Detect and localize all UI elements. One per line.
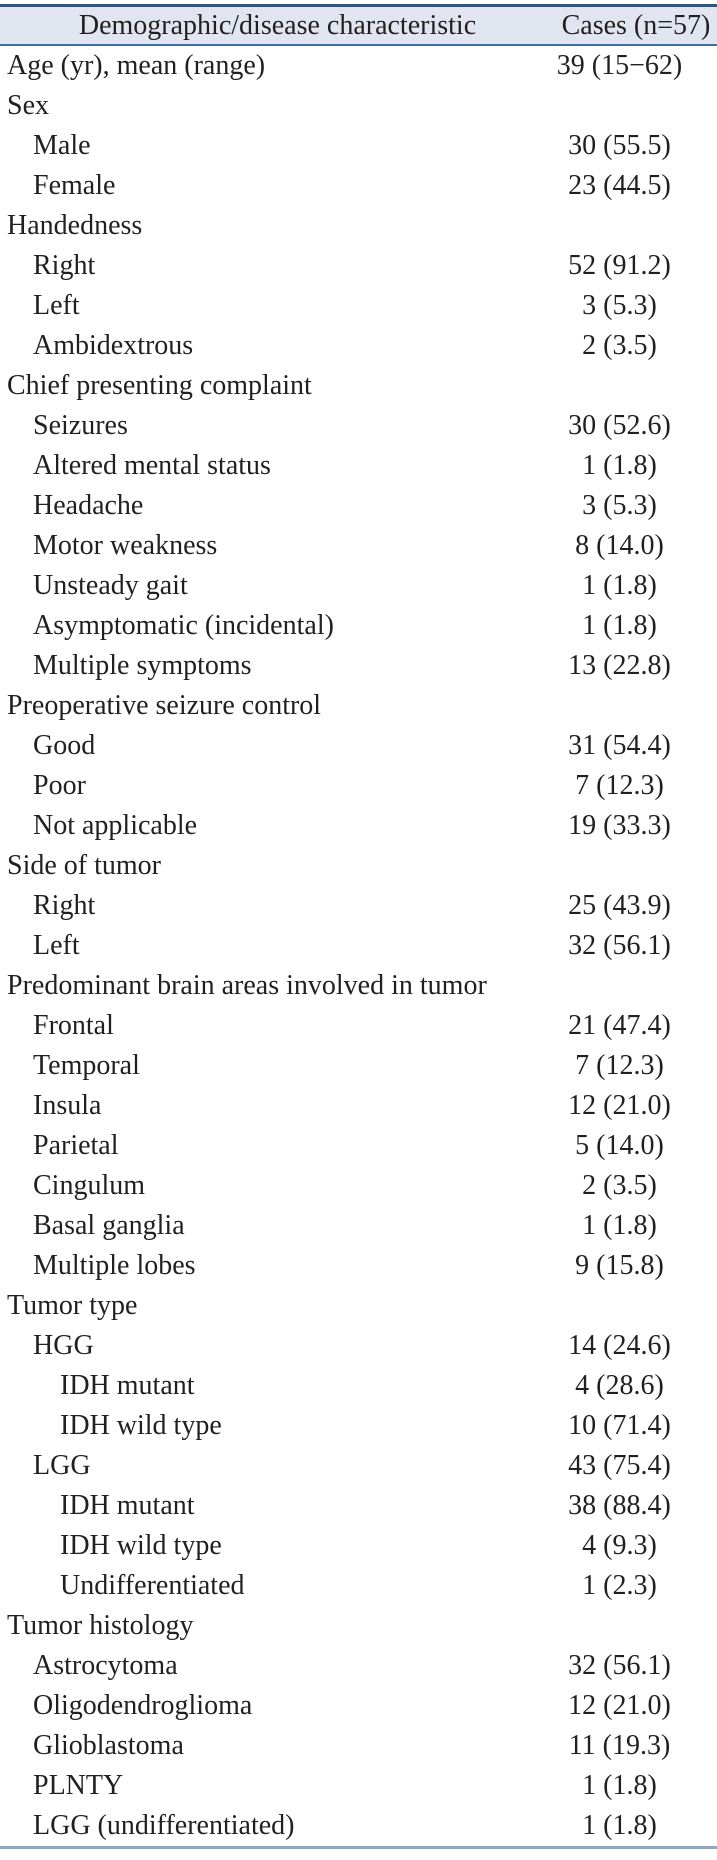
row-value: 31 (54.4) xyxy=(568,730,671,761)
row-value: 3 (5.3) xyxy=(582,290,657,321)
row-label: LGG (undifferentiated) xyxy=(33,1810,295,1841)
table-row xyxy=(0,46,717,86)
row-value: 12 (21.0) xyxy=(568,1090,671,1121)
row-label: Glioblastoma xyxy=(33,1730,184,1761)
row-label: Multiple symptoms xyxy=(33,650,252,681)
row-label: Undifferentiated xyxy=(60,1570,245,1601)
row-label: Age (yr), mean (range) xyxy=(7,50,266,81)
table-row xyxy=(0,1166,717,1206)
table-row xyxy=(0,286,717,326)
row-label: Seizures xyxy=(33,410,128,441)
table-row xyxy=(0,486,717,526)
row-label: IDH mutant xyxy=(60,1370,195,1401)
header-cases: Cases (n=57) xyxy=(561,9,711,41)
row-value: 5 (14.0) xyxy=(575,1130,664,1161)
row-value: 7 (12.3) xyxy=(575,770,664,801)
row-value: 7 (12.3) xyxy=(575,1050,664,1081)
row-label: Astrocytoma xyxy=(33,1650,178,1681)
row-label: Oligodendroglioma xyxy=(33,1690,253,1721)
header-characteristic: Demographic/disease characteristic xyxy=(78,9,477,41)
row-label: Cingulum xyxy=(33,1170,146,1201)
row-value: 30 (55.5) xyxy=(568,130,671,161)
row-value: 11 (19.3) xyxy=(568,1730,671,1761)
row-value: 4 (28.6) xyxy=(575,1370,664,1401)
table-row xyxy=(0,126,717,166)
row-label: Handedness xyxy=(7,210,143,241)
table-row xyxy=(0,846,717,886)
table-row xyxy=(0,1126,717,1166)
row-value: 52 (91.2) xyxy=(568,250,671,281)
row-value: 23 (44.5) xyxy=(568,170,671,201)
table-row xyxy=(0,406,717,446)
table-body xyxy=(0,46,717,1849)
row-label: Frontal xyxy=(33,1010,114,1041)
table-row xyxy=(0,1766,717,1806)
row-label: Right xyxy=(33,890,96,921)
table-row xyxy=(0,1726,717,1766)
row-value: 14 (24.6) xyxy=(568,1330,671,1361)
row-value: 2 (3.5) xyxy=(582,330,657,361)
table-row xyxy=(0,446,717,486)
table-row xyxy=(0,566,717,606)
row-label: Predominant brain areas involved in tumor xyxy=(7,970,487,1001)
row-value: 8 (14.0) xyxy=(575,530,664,561)
table-row xyxy=(0,246,717,286)
row-value: 32 (56.1) xyxy=(568,930,671,961)
row-label: Side of tumor xyxy=(7,850,161,881)
table-row xyxy=(0,726,717,766)
row-label: LGG xyxy=(33,1450,91,1481)
row-label: Motor weakness xyxy=(33,530,218,561)
row-value: 19 (33.3) xyxy=(568,810,671,841)
table-row xyxy=(0,1806,717,1846)
table-row xyxy=(0,366,717,406)
table-row xyxy=(0,886,717,926)
row-value: 2 (3.5) xyxy=(582,1170,657,1201)
table-row xyxy=(0,526,717,566)
row-label: Preoperative seizure control xyxy=(7,690,322,721)
table-row xyxy=(0,1006,717,1046)
row-label: Left xyxy=(33,930,80,961)
row-value: 21 (47.4) xyxy=(568,1010,671,1041)
row-label: Unsteady gait xyxy=(33,570,188,601)
table-row xyxy=(0,646,717,686)
table-row xyxy=(0,766,717,806)
row-label: Temporal xyxy=(33,1050,140,1081)
row-label: IDH wild type xyxy=(60,1410,222,1441)
row-label: Parietal xyxy=(33,1130,119,1161)
table-row xyxy=(0,1606,717,1646)
row-label: Left xyxy=(33,290,80,321)
table-row xyxy=(0,1046,717,1086)
row-value: 9 (15.8) xyxy=(575,1250,664,1281)
row-value: 38 (88.4) xyxy=(568,1490,671,1521)
row-value: 3 (5.3) xyxy=(582,490,657,521)
row-value: 10 (71.4) xyxy=(568,1410,671,1441)
row-value: 25 (43.9) xyxy=(568,890,671,921)
row-label: HGG xyxy=(33,1330,94,1361)
row-value: 13 (22.8) xyxy=(568,650,671,681)
row-value: 1 (1.8) xyxy=(582,570,657,601)
row-label: Good xyxy=(33,730,96,761)
table-row xyxy=(0,1486,717,1526)
row-label: Ambidextrous xyxy=(33,330,194,361)
table-row xyxy=(0,1686,717,1726)
table-row xyxy=(0,1086,717,1126)
row-value: 1 (1.8) xyxy=(582,1810,657,1841)
row-label: Basal ganglia xyxy=(33,1210,185,1241)
row-value: 1 (1.8) xyxy=(582,610,657,641)
row-label: Tumor type xyxy=(7,1290,138,1321)
row-label: Not applicable xyxy=(33,810,198,841)
row-label: Male xyxy=(33,130,91,161)
row-value: 4 (9.3) xyxy=(582,1530,657,1561)
table-row xyxy=(0,606,717,646)
table-row xyxy=(0,1326,717,1366)
table-row xyxy=(0,206,717,246)
table-row xyxy=(0,1566,717,1606)
row-value: 39 (15−62) xyxy=(556,50,683,81)
row-value: 32 (56.1) xyxy=(568,1650,671,1681)
table-row xyxy=(0,1366,717,1406)
row-label: IDH wild type xyxy=(60,1530,222,1561)
table-row xyxy=(0,1246,717,1286)
row-label: Insula xyxy=(33,1090,102,1121)
table-row xyxy=(0,1446,717,1486)
row-value: 1 (1.8) xyxy=(582,1770,657,1801)
table-header xyxy=(0,4,717,46)
row-value: 12 (21.0) xyxy=(568,1690,671,1721)
table-row xyxy=(0,326,717,366)
row-value: 1 (1.8) xyxy=(582,450,657,481)
row-value: 30 (52.6) xyxy=(568,410,671,441)
row-label: Chief presenting complaint xyxy=(7,370,312,401)
row-label: Multiple lobes xyxy=(33,1250,196,1281)
row-label: PLNTY xyxy=(33,1770,124,1801)
row-label: Headache xyxy=(33,490,144,521)
table-row xyxy=(0,1646,717,1686)
row-value: 1 (1.8) xyxy=(582,1210,657,1241)
table-row xyxy=(0,686,717,726)
row-value: 43 (75.4) xyxy=(568,1450,671,1481)
row-label: Female xyxy=(33,170,116,201)
table-row xyxy=(0,86,717,126)
row-label: IDH mutant xyxy=(60,1490,195,1521)
row-label: Asymptomatic (incidental) xyxy=(33,610,334,641)
row-label: Altered mental status xyxy=(33,450,271,481)
table-row xyxy=(0,166,717,206)
row-label: Poor xyxy=(33,770,86,801)
table-row xyxy=(0,1406,717,1446)
table-row xyxy=(0,806,717,846)
table-row xyxy=(0,1206,717,1246)
row-label: Right xyxy=(33,250,96,281)
row-label: Tumor histology xyxy=(7,1610,194,1641)
table-row xyxy=(0,926,717,966)
table-row xyxy=(0,1526,717,1566)
table-row xyxy=(0,1286,717,1326)
table-row xyxy=(0,966,717,1006)
row-label: Sex xyxy=(7,90,49,121)
row-value: 1 (2.3) xyxy=(582,1570,657,1601)
